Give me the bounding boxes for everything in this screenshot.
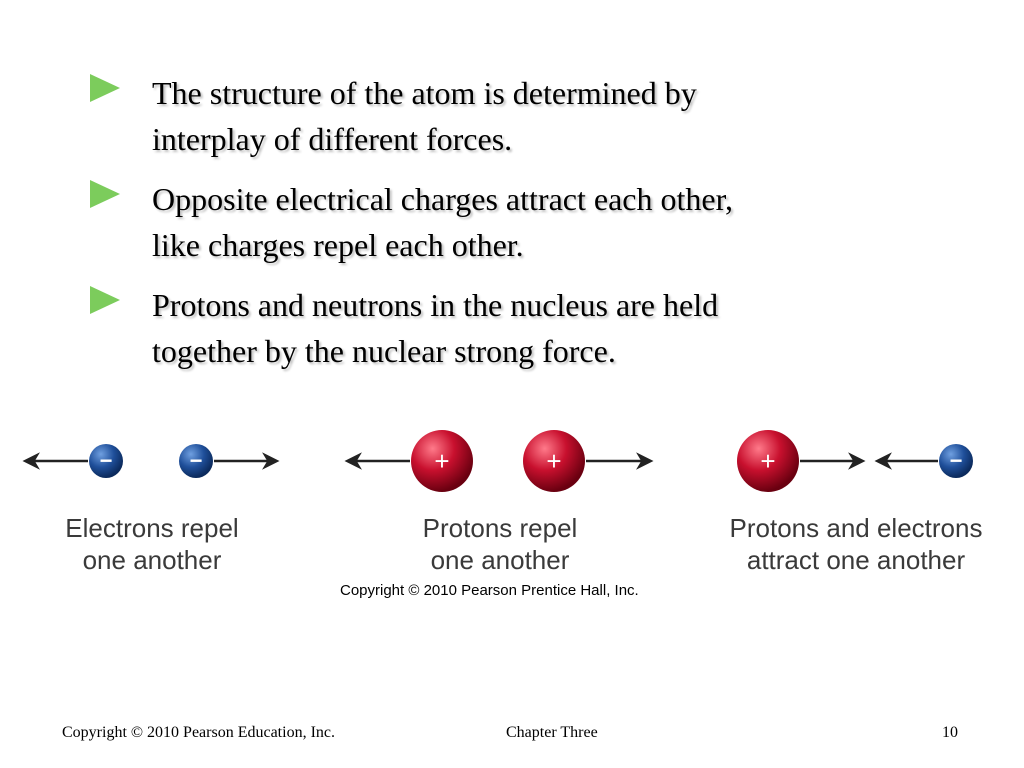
caption-line: Electrons repel (65, 513, 239, 543)
caption-line: one another (82, 545, 222, 575)
bullet-line: together by the nuclear strong force. (152, 333, 616, 369)
bullet-text (152, 282, 910, 374)
triangle-bullet-icon (90, 180, 120, 208)
page-number: 10 (942, 724, 958, 741)
electron-sign: − (949, 448, 963, 473)
figure-caption (40, 512, 264, 576)
bullet-item (90, 176, 910, 268)
figure-copyright: Copyright © 2010 Pearson Prentice Hall, Inc. (340, 582, 639, 599)
footer-copyright: Copyright © 2010 Pearson Education, Inc. (62, 724, 335, 741)
caption-line: attract one another (746, 545, 966, 575)
electron-sign: − (189, 448, 203, 473)
footer-chapter: Chapter Three (506, 724, 598, 741)
proton-sign: + (546, 446, 562, 476)
bullet-item (90, 70, 910, 162)
bullet-text (152, 176, 910, 268)
proton-sign: + (434, 446, 450, 476)
bullet-line: like charges repel each other. (152, 227, 524, 263)
charge-interaction-figure (0, 420, 1024, 620)
caption-line: Protons and electrons (729, 513, 983, 543)
triangle-bullet-icon (90, 74, 120, 102)
bullet-item (90, 282, 910, 374)
bullet-line: interplay of different forces. (152, 121, 513, 157)
bullet-list (90, 70, 910, 388)
bullet-line: Opposite electrical charges attract each other, (152, 181, 733, 217)
figure-caption (706, 512, 1006, 576)
caption-line: one another (430, 545, 570, 575)
bullet-text (152, 70, 910, 162)
bullet-line: The structure of the atom is determined by (152, 75, 697, 111)
bullet-line: Protons and neutrons in the nucleus are held (152, 287, 719, 323)
caption-line: Protons repel (422, 513, 578, 543)
figure-caption (380, 512, 620, 576)
triangle-bullet-icon (90, 286, 120, 314)
proton-sign: + (760, 446, 776, 476)
electron-sign: − (99, 448, 113, 473)
